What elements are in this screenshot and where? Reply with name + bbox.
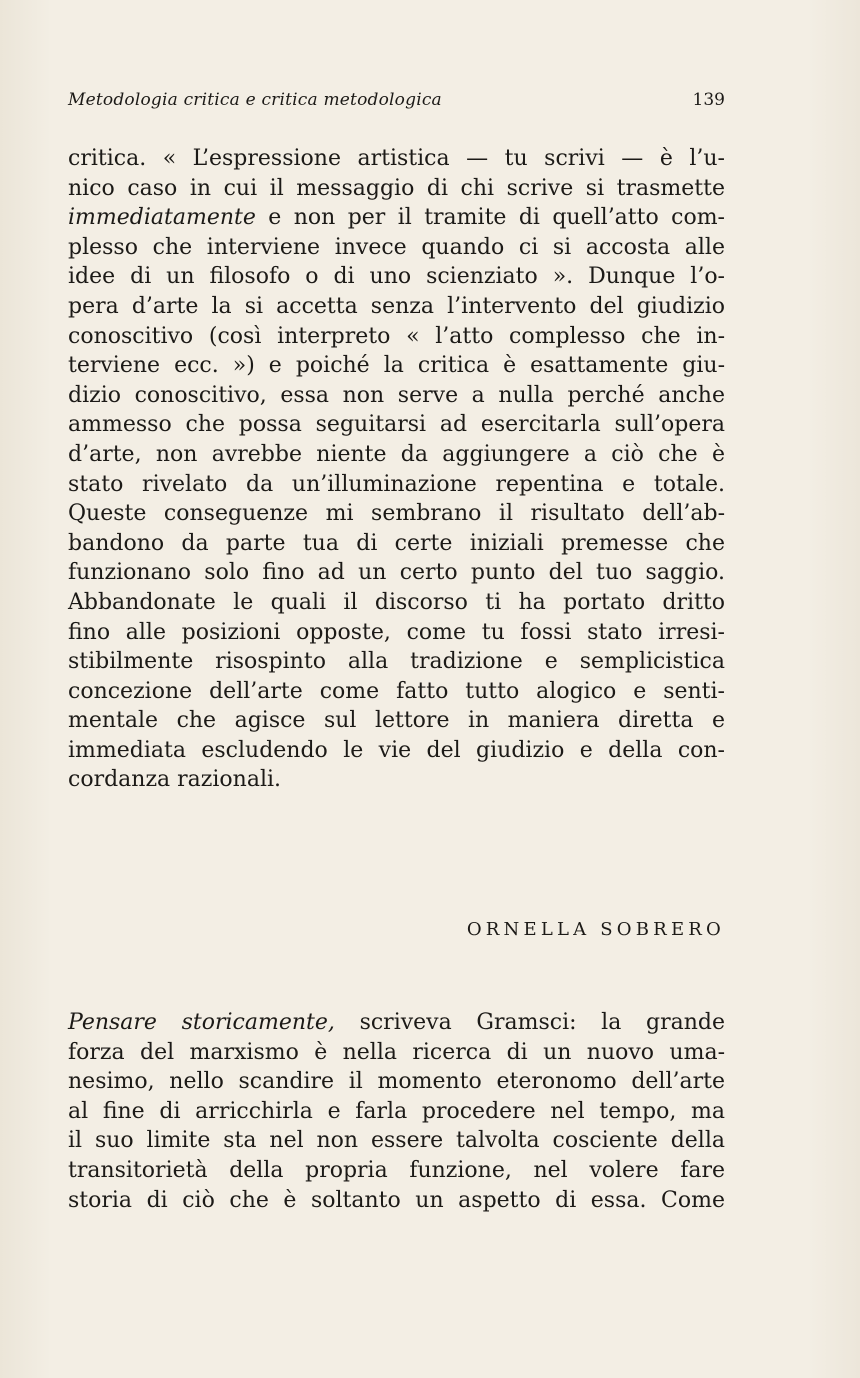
running-title: Metodologia critica e critica metodologica	[68, 90, 442, 110]
text-line: conoscitivo (così interpreto « l’atto complesso che in-	[68, 323, 725, 349]
text-line: pera d’arte la si accetta senza l’intervento del giudizio	[68, 293, 725, 319]
text-line: concezione dell’arte come fatto tutto alogico e senti-	[68, 678, 725, 704]
text-line: ammesso che possa seguitarsi ad esercitarla sull’opera	[68, 412, 725, 438]
text-line: nico caso in cui il messaggio di chi scrive si trasmette	[68, 175, 725, 201]
running-head	[68, 86, 725, 114]
text-line: al fine di arricchirla e farla procedere nel tempo, ma	[68, 1098, 725, 1124]
text-line: d’arte, non avrebbe niente da aggiungere a ciò che è	[68, 441, 725, 467]
text-line: forza del marxismo è nella ricerca di un nuovo uma-	[68, 1039, 725, 1065]
text-line: stato rivelato da un’illuminazione repentina e totale.	[68, 471, 725, 497]
text-line: critica. « L’espressione artistica — tu scrivi — è l’u-	[68, 146, 725, 171]
text-line: Abbandonate le quali il discorso ti ha portato dritto	[68, 589, 725, 615]
emphasis-text: immediatamente	[68, 205, 256, 231]
text-line: storia di ciò che è soltanto un aspetto di essa. Come	[68, 1187, 725, 1213]
text-line: nesimo, nello scandire il momento eteronomo dell’arte	[68, 1069, 725, 1095]
text-line: plesso che interviene invece quando ci si accosta alle	[68, 234, 725, 260]
text-line: mentale che agisce sul lettore in maniera diretta e	[68, 708, 725, 734]
paragraph-one	[68, 144, 725, 795]
text-line: Queste conseguenze mi sembrano il risultato dell’ab-	[68, 501, 725, 527]
text-line: immediata escludendo le vie del giudizio e della con-	[68, 737, 725, 763]
text-line: idee di un filosofo o di uno scienziato ». Dunque l’o-	[68, 264, 725, 290]
text-line-rest: e non per il tramite di quell’atto com-	[268, 205, 725, 231]
text-line: funzionano solo fino ad un certo punto del tuo saggio.	[68, 560, 725, 586]
text-line: cordanza razionali.	[68, 767, 282, 793]
text-line	[68, 203, 725, 233]
text-line: terviene ecc. ») e poiché la critica è esattamente giu-	[68, 353, 725, 379]
text-line	[68, 1008, 725, 1038]
page-number: 139	[692, 90, 725, 110]
text-line: fino alle posizioni opposte, come tu fossi stato irresi-	[68, 619, 725, 645]
text-line: transitorietà della propria funzione, nel volere fare	[68, 1157, 725, 1183]
text-line-rest: scriveva Gramsci: la grande	[359, 1010, 725, 1035]
text-line: dizio conoscitivo, essa non serve a nulla perché anche	[68, 382, 725, 408]
paragraph-two	[68, 1008, 725, 1215]
text-line: stibilmente risospinto alla tradizione e semplicistica	[68, 649, 725, 675]
text-line: il suo limite sta nel non essere talvolta cosciente della	[68, 1128, 725, 1154]
text-line: bandono da parte tua di certe iniziali premesse che	[68, 530, 725, 556]
author-signature: ORNELLA SOBRERO	[466, 919, 725, 940]
emphasis-text: Pensare storicamente,	[68, 1010, 335, 1035]
